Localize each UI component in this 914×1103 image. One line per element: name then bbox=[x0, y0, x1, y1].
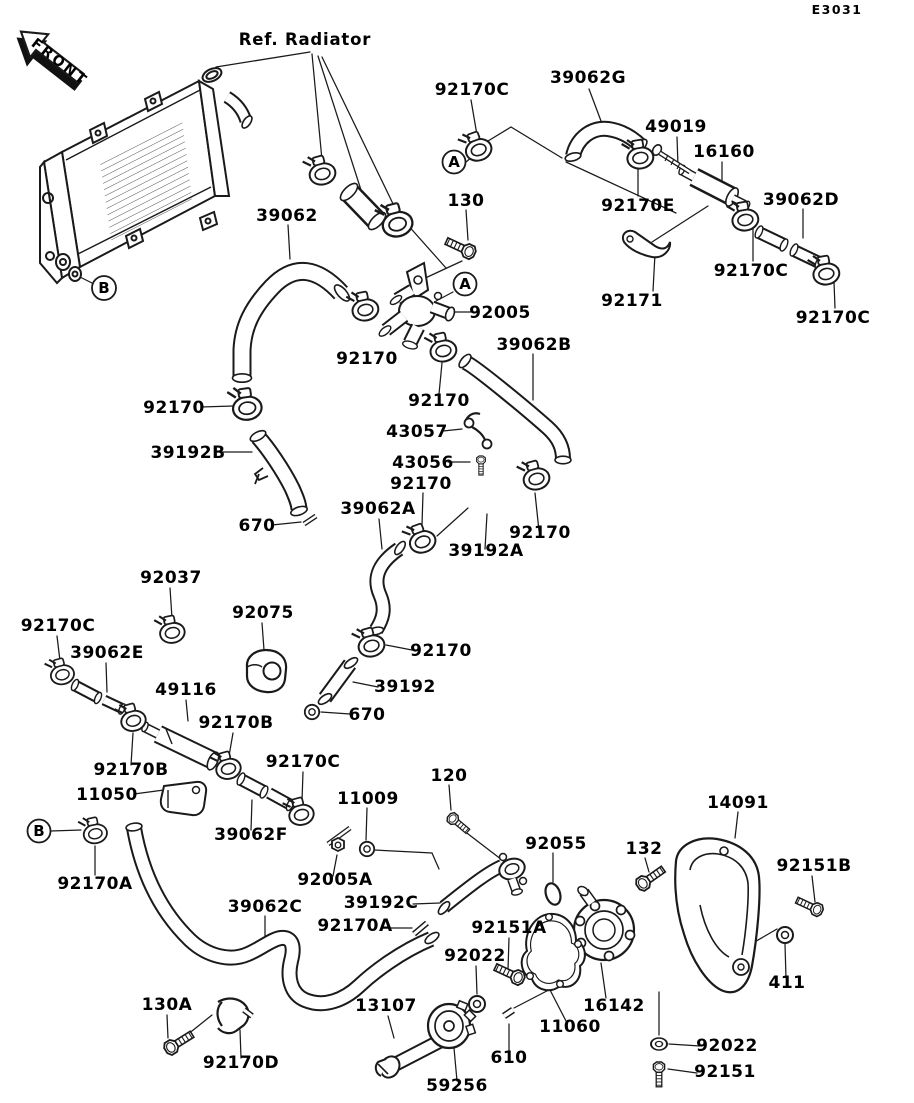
part-label-11009: 11009 bbox=[337, 789, 399, 809]
pin-670a bbox=[304, 516, 316, 524]
part-label-670: 670 bbox=[348, 705, 386, 725]
washer-92022b bbox=[651, 1038, 667, 1050]
part-label-92151b: 92151B bbox=[776, 856, 852, 876]
clamp-92170a bbox=[78, 814, 109, 846]
pin-92170a-2 bbox=[414, 923, 427, 934]
part-label-92170: 92170 bbox=[390, 474, 452, 494]
impeller-59256 bbox=[428, 1001, 476, 1048]
part-label-49019: 49019 bbox=[645, 117, 707, 137]
part-label-14091: 14091 bbox=[707, 793, 769, 813]
part-label-120: 120 bbox=[430, 766, 468, 786]
callout-a-top-letter: A bbox=[448, 153, 460, 171]
part-label-11050: 11050 bbox=[76, 785, 138, 805]
part-label-411: 411 bbox=[768, 973, 806, 993]
part-label-92005a: 92005A bbox=[297, 870, 373, 890]
part-label-13107: 13107 bbox=[355, 996, 417, 1016]
damper-92075 bbox=[247, 650, 286, 692]
clamp-92170-right bbox=[516, 456, 552, 493]
part-label-49116: 49116 bbox=[155, 680, 217, 700]
callout-b-lower bbox=[28, 820, 51, 843]
part-label-92170e: 92170E bbox=[601, 196, 675, 216]
pipe-39192b bbox=[249, 428, 309, 517]
callout-a-mid bbox=[454, 273, 477, 296]
part-label-39192: 39192 bbox=[374, 677, 436, 697]
clamp-92170d bbox=[218, 999, 253, 1034]
clamp-92170-thermostat bbox=[346, 288, 381, 324]
part-label-92170b: 92170B bbox=[198, 713, 274, 733]
hose-39062b bbox=[457, 352, 571, 463]
part-label-92170c: 92170C bbox=[434, 80, 510, 100]
part-label-39062: 39062 bbox=[256, 206, 318, 226]
pipe-39192 bbox=[317, 656, 360, 707]
part-label-92055: 92055 bbox=[525, 834, 587, 854]
oring-670b bbox=[305, 705, 319, 719]
washer-92022a bbox=[469, 996, 485, 1012]
clamp-92037 bbox=[154, 612, 187, 646]
part-label-92171: 92171 bbox=[601, 291, 663, 311]
part-label-43056: 43056 bbox=[392, 453, 454, 473]
part-label-670: 670 bbox=[238, 516, 276, 536]
callout-b-radiator-letter: B bbox=[98, 279, 110, 297]
part-label-43057: 43057 bbox=[386, 422, 448, 442]
part-label-92170: 92170 bbox=[509, 523, 571, 543]
bolt-92151b bbox=[794, 894, 825, 917]
part-label-39062d: 39062D bbox=[762, 190, 840, 210]
bolt-120 bbox=[445, 811, 471, 836]
front-direction-arrow bbox=[7, 20, 95, 100]
part-label-92170: 92170 bbox=[410, 641, 472, 661]
pin-610 bbox=[504, 1010, 513, 1016]
part-label-39192c: 39192C bbox=[343, 893, 419, 913]
callout-b-lower-letter: B bbox=[33, 822, 45, 840]
part-label-92005: 92005 bbox=[469, 303, 531, 323]
part-label-11060: 11060 bbox=[539, 1017, 601, 1037]
part-label-92075: 92075 bbox=[232, 603, 294, 623]
part-label-92170c: 92170C bbox=[713, 261, 789, 281]
oring-92055 bbox=[543, 881, 563, 906]
clamp-92170-39062 bbox=[227, 384, 263, 422]
part-label-59256: 59256 bbox=[426, 1076, 488, 1096]
part-label-92022: 92022 bbox=[444, 946, 506, 966]
part-label-16142: 16142 bbox=[583, 996, 645, 1016]
part-label-92170: 92170 bbox=[408, 391, 470, 411]
hose-39062 bbox=[233, 271, 353, 382]
bolt-43056 bbox=[477, 456, 486, 475]
washer-411 bbox=[777, 927, 793, 943]
hardware-92005a-11009 bbox=[328, 828, 374, 856]
part-label-39192b: 39192B bbox=[150, 443, 226, 463]
bolt-130a bbox=[162, 1028, 196, 1056]
part-label-92170b: 92170B bbox=[93, 760, 169, 780]
fitting-43057 bbox=[465, 413, 492, 448]
part-label-92170c: 92170C bbox=[20, 616, 96, 636]
part-label-39062g: 39062G bbox=[549, 68, 627, 88]
pump-cover-14091 bbox=[675, 838, 759, 992]
part-label-92170c: 92170C bbox=[265, 752, 341, 772]
callout-b-radiator bbox=[92, 276, 116, 300]
radiator-reference-drawing bbox=[40, 65, 254, 283]
part-label-39062f: 39062F bbox=[214, 825, 288, 845]
ref-radiator-label: Ref. Radiator bbox=[238, 30, 372, 49]
hose-39062a bbox=[368, 540, 407, 636]
part-label-92170: 92170 bbox=[336, 349, 398, 369]
part-label-92170: 92170 bbox=[143, 398, 205, 418]
clamp-ref-1 bbox=[302, 151, 338, 188]
part-label-92170a: 92170A bbox=[317, 916, 393, 936]
bolt-132 bbox=[634, 863, 667, 892]
bolt-130 bbox=[443, 235, 477, 261]
part-label-92151a: 92151A bbox=[471, 918, 547, 938]
part-label-130a: 130A bbox=[141, 995, 193, 1015]
part-label-39062c: 39062C bbox=[227, 897, 303, 917]
part-label-92037: 92037 bbox=[140, 568, 202, 588]
bracket-11050 bbox=[161, 782, 206, 815]
front-arrow-label: FRONT bbox=[27, 35, 91, 90]
part-label-130: 130 bbox=[447, 191, 485, 211]
part-label-39062b: 39062B bbox=[496, 335, 572, 355]
part-label-92170d: 92170D bbox=[202, 1053, 280, 1073]
pipe-39192c bbox=[436, 854, 527, 917]
part-label-92151: 92151 bbox=[694, 1062, 756, 1082]
tube-39062e bbox=[70, 678, 127, 715]
callout-a-top bbox=[443, 151, 466, 174]
part-label-132: 132 bbox=[625, 839, 663, 859]
clamp-92170-39062a bbox=[401, 519, 439, 558]
part-label-39062a: 39062A bbox=[340, 499, 416, 519]
bolt-92151 bbox=[653, 1062, 664, 1087]
clamp-92170-39062b bbox=[424, 329, 459, 365]
part-label-92170c: 92170C bbox=[795, 308, 871, 328]
part-label-610: 610 bbox=[490, 1048, 528, 1068]
part-label-16160: 16160 bbox=[693, 142, 755, 162]
part-label-39192a: 39192A bbox=[448, 541, 524, 561]
callout-a-mid-letter: A bbox=[459, 275, 471, 293]
bolt-49019 bbox=[651, 143, 690, 172]
part-label-92022: 92022 bbox=[696, 1036, 758, 1056]
part-label-92170a: 92170A bbox=[57, 874, 133, 894]
diagram-code: E3031 bbox=[811, 2, 863, 17]
part-label-39062e: 39062E bbox=[70, 643, 144, 663]
